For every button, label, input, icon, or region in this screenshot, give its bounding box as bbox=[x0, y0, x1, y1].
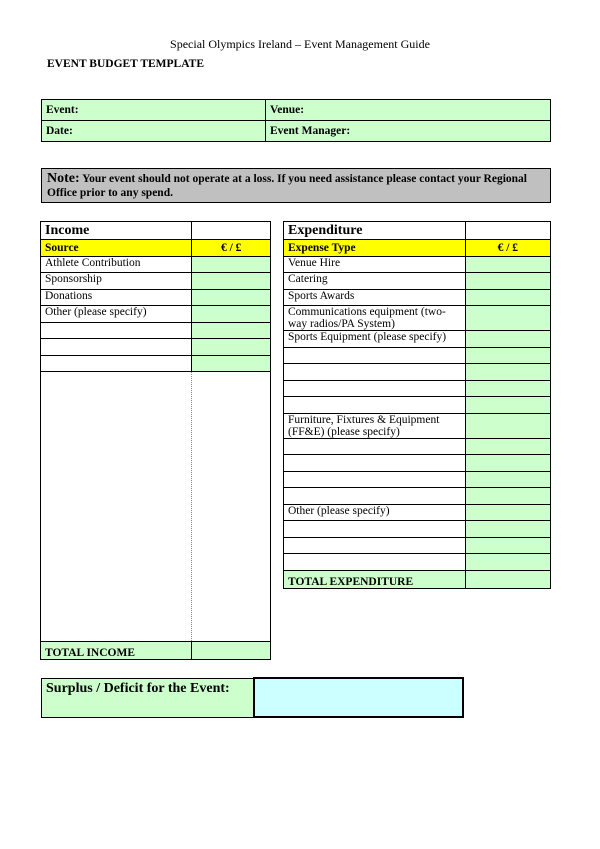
expense-amount-header: € / £ bbox=[465, 240, 550, 257]
surplus-value-field[interactable] bbox=[254, 678, 463, 717]
expenditure-row bbox=[284, 554, 551, 571]
expenditure-row-label[interactable] bbox=[284, 554, 466, 571]
expenditure-row bbox=[284, 455, 551, 472]
income-amount-cell[interactable] bbox=[192, 273, 271, 290]
expenditure-row-label: Venue Hire bbox=[284, 256, 466, 273]
income-row-label[interactable] bbox=[41, 355, 192, 372]
income-amount-cell[interactable] bbox=[192, 322, 271, 339]
total-expenditure-label: TOTAL EXPENDITURE bbox=[284, 570, 466, 588]
surplus-table bbox=[41, 677, 464, 718]
expenditure-row-label: Other (please specify) bbox=[284, 504, 466, 521]
expenditure-row-label: Sports Equipment (please specify) bbox=[284, 331, 466, 348]
expenditure-amount-cell[interactable] bbox=[465, 331, 550, 348]
expenditure-row-label[interactable] bbox=[284, 471, 466, 488]
expenditure-amount-cell[interactable] bbox=[465, 488, 550, 505]
income-row bbox=[41, 273, 271, 290]
expenditure-row-label: Catering bbox=[284, 273, 466, 290]
income-row-label: Athlete Contribution bbox=[41, 256, 192, 273]
expenditure-row-label[interactable] bbox=[284, 364, 466, 381]
income-amount-header: € / £ bbox=[192, 240, 271, 257]
income-row-label[interactable] bbox=[41, 339, 192, 356]
income-source-header: Source bbox=[41, 240, 192, 257]
total-expenditure-value[interactable] bbox=[465, 570, 550, 588]
expenditure-amount-cell[interactable] bbox=[465, 380, 550, 397]
expenditure-row bbox=[284, 438, 551, 455]
expenditure-amount-cell[interactable] bbox=[465, 471, 550, 488]
expenditure-amount-cell[interactable] bbox=[465, 289, 550, 306]
expenditure-table bbox=[283, 221, 551, 589]
expenditure-row bbox=[284, 488, 551, 505]
note-label: Note: bbox=[47, 171, 80, 186]
total-income-value[interactable] bbox=[192, 642, 271, 660]
expenditure-amount-cell[interactable] bbox=[465, 504, 550, 521]
page-title: EVENT BUDGET TEMPLATE bbox=[47, 58, 204, 70]
event-details-table bbox=[41, 99, 551, 142]
total-income-label: TOTAL INCOME bbox=[41, 642, 192, 660]
income-amount-cell[interactable] bbox=[192, 256, 271, 273]
expenditure-row-label: Communications equipment (two-way radios/PA System) bbox=[284, 306, 466, 331]
venue-field[interactable]: Venue: bbox=[266, 100, 551, 121]
expenditure-row bbox=[284, 521, 551, 538]
expenditure-amount-cell[interactable] bbox=[465, 554, 550, 571]
expenditure-row-label: Furniture, Fixtures & Equipment (FF&E) (please specify) bbox=[284, 413, 466, 438]
income-amount-cell[interactable] bbox=[192, 289, 271, 306]
page-header: Special Olympics Ireland – Event Management Guide bbox=[170, 37, 430, 51]
event-field[interactable]: Event: bbox=[42, 100, 266, 121]
expenditure-amount-cell[interactable] bbox=[465, 537, 550, 554]
expenditure-row-label[interactable] bbox=[284, 521, 466, 538]
income-row-label[interactable] bbox=[41, 322, 192, 339]
income-row bbox=[41, 322, 271, 339]
income-row bbox=[41, 289, 271, 306]
expenditure-row bbox=[284, 364, 551, 381]
income-row bbox=[41, 256, 271, 273]
expenditure-amount-cell[interactable] bbox=[465, 364, 550, 381]
expenditure-row-label[interactable] bbox=[284, 380, 466, 397]
income-amount-cell[interactable] bbox=[192, 355, 271, 372]
expenditure-amount-cell[interactable] bbox=[465, 273, 550, 290]
income-row-label: Other (please specify) bbox=[41, 306, 192, 323]
expenditure-row bbox=[284, 331, 551, 348]
expenditure-amount-cell[interactable] bbox=[465, 455, 550, 472]
expenditure-heading: Expenditure bbox=[284, 222, 466, 240]
expenditure-row-label[interactable] bbox=[284, 455, 466, 472]
surplus-label: Surplus / Deficit for the Event: bbox=[42, 678, 255, 717]
expenditure-row-label[interactable] bbox=[284, 347, 466, 364]
note-text: Your event should not operate at a loss. If you need assistance please contact your Regional Office prior to any spend. bbox=[47, 173, 527, 199]
expenditure-row-label[interactable] bbox=[284, 397, 466, 414]
expenditure-row-label: Sports Awards bbox=[284, 289, 466, 306]
income-amount-cell[interactable] bbox=[192, 339, 271, 356]
expenditure-row bbox=[284, 413, 551, 438]
note-box bbox=[41, 168, 551, 203]
expenditure-row-label[interactable] bbox=[284, 537, 466, 554]
expenditure-row bbox=[284, 380, 551, 397]
expense-type-header: Expense Type bbox=[284, 240, 466, 257]
income-row bbox=[41, 339, 271, 356]
expenditure-row-label[interactable] bbox=[284, 488, 466, 505]
income-amount-cell[interactable] bbox=[192, 306, 271, 323]
expenditure-row-label[interactable] bbox=[284, 438, 466, 455]
income-row-label: Sponsorship bbox=[41, 273, 192, 290]
expenditure-row bbox=[284, 471, 551, 488]
expenditure-amount-cell[interactable] bbox=[465, 413, 550, 438]
expenditure-amount-cell[interactable] bbox=[465, 306, 550, 331]
income-row-label: Donations bbox=[41, 289, 192, 306]
expenditure-row bbox=[284, 397, 551, 414]
income-heading: Income bbox=[41, 222, 192, 240]
expenditure-row bbox=[284, 537, 551, 554]
event-manager-field[interactable]: Event Manager: bbox=[266, 121, 551, 142]
income-row bbox=[41, 355, 271, 372]
expenditure-amount-cell[interactable] bbox=[465, 521, 550, 538]
expenditure-amount-cell[interactable] bbox=[465, 438, 550, 455]
expenditure-row bbox=[284, 256, 551, 273]
expenditure-row bbox=[284, 289, 551, 306]
income-table bbox=[40, 221, 271, 660]
income-row bbox=[41, 306, 271, 323]
expenditure-row bbox=[284, 273, 551, 290]
expenditure-amount-cell[interactable] bbox=[465, 347, 550, 364]
expenditure-amount-cell[interactable] bbox=[465, 397, 550, 414]
expenditure-row bbox=[284, 347, 551, 364]
date-field[interactable]: Date: bbox=[42, 121, 266, 142]
expenditure-row bbox=[284, 306, 551, 331]
expenditure-row bbox=[284, 504, 551, 521]
expenditure-amount-cell[interactable] bbox=[465, 256, 550, 273]
